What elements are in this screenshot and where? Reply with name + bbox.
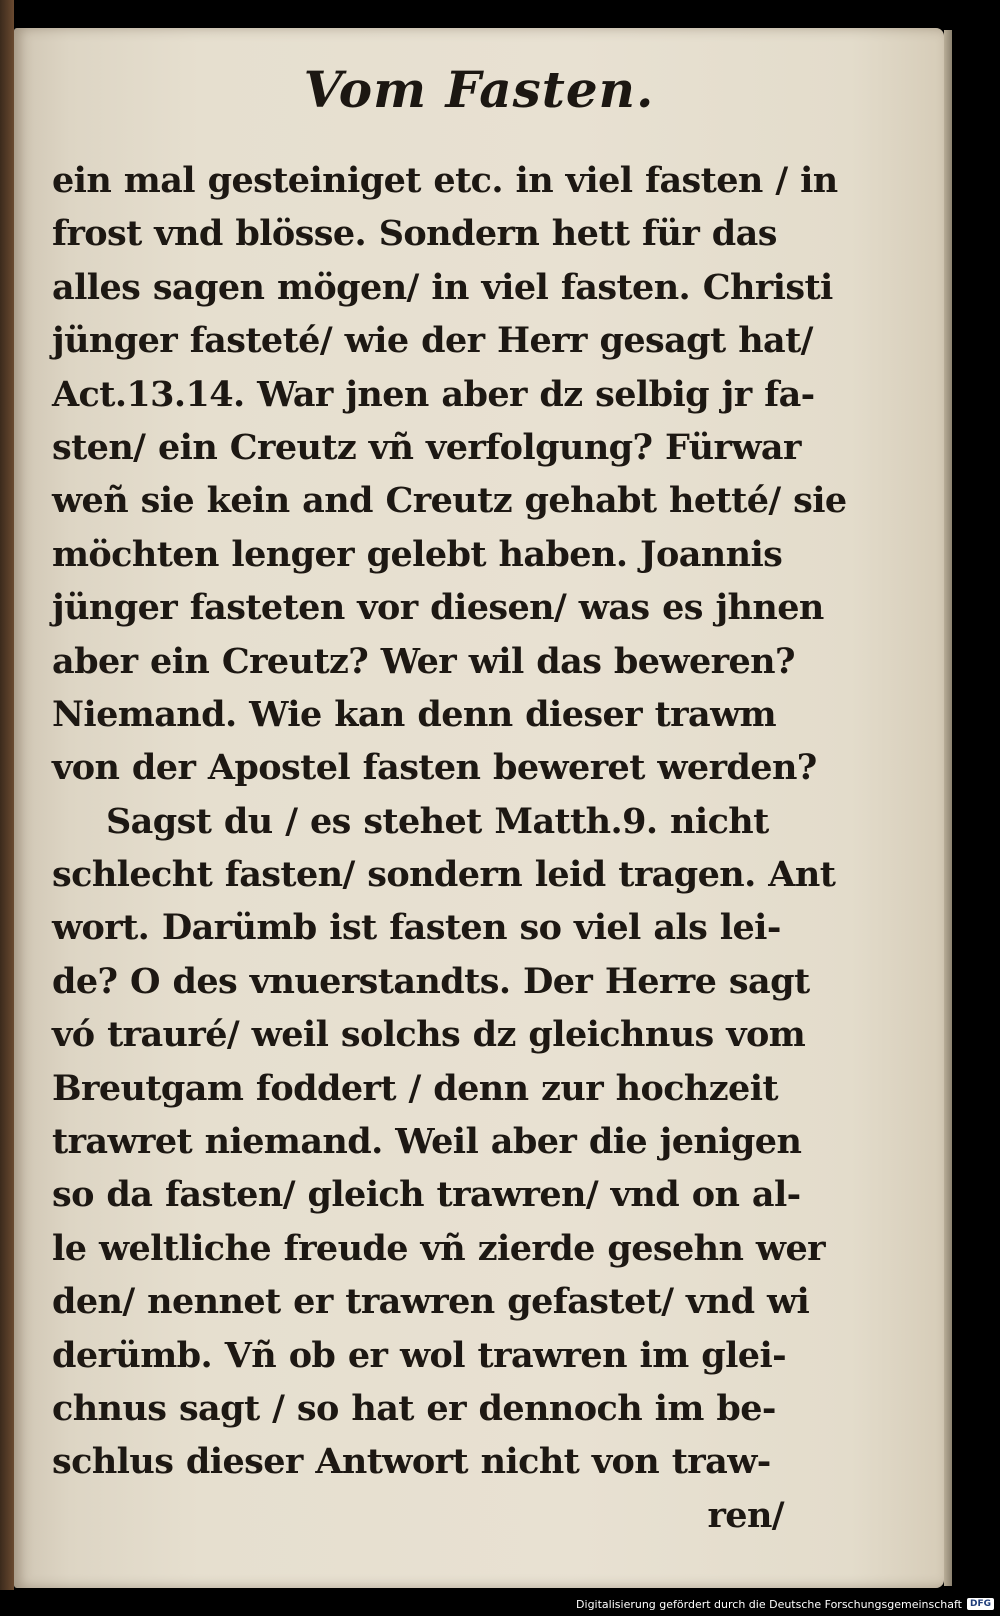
text-line: sten/ ein Creutz vñ verfolgung? Fürwar	[52, 426, 801, 468]
text-line: weñ sie kein and Creutz gehabt hetté/ sie	[52, 480, 847, 522]
text-line: derümb. Vñ ob er wol trawren im glei-	[52, 1334, 787, 1376]
text-line: Act.13.14. War jnen aber dz selbig jr fa-	[52, 373, 815, 415]
book-spine-edge	[0, 0, 14, 1590]
text-line: aber ein Creutz? Wer wil das beweren?	[52, 640, 795, 682]
text-line: ein mal gesteiniget etc. in viel fasten / in	[52, 160, 838, 201]
paragraph-start-line: Sagst du / es stehet Matth.9. nicht	[106, 800, 769, 842]
text-line: Breutgam foddert / denn zur hochzeit	[52, 1067, 778, 1109]
text-line: trawret niemand. Weil aber die jenigen	[52, 1121, 802, 1163]
text-line: jünger fasteté/ wie der Herr gesagt hat/	[52, 320, 813, 362]
text-line: Niemand. Wie kan denn dieser trawm	[52, 693, 777, 735]
running-head: Vom Fasten.	[303, 60, 655, 119]
text-line: wort. Darümb ist fasten so viel als lei-	[52, 907, 781, 949]
text-line: alles sagen mögen/ in viel fasten. Christi	[52, 266, 833, 308]
text-line: von der Apostel fasten beweret werden?	[52, 747, 817, 789]
text-line: de? O des vnuerstandts. Der Herre sagt	[52, 960, 810, 1002]
page-fore-edge	[944, 30, 952, 1586]
text-line: schlecht fasten/ sondern leid tragen. Ant	[52, 854, 836, 896]
text-line: le weltliche freude vñ zierde gesehn wer	[52, 1227, 825, 1269]
text-line: so da fasten/ gleich trawren/ vnd on al-	[52, 1174, 801, 1216]
text-line: schlus dieser Antwort nicht von traw-	[52, 1441, 771, 1483]
text-line: vó trauré/ weil solchs dz gleichnus vom	[52, 1014, 806, 1056]
footer-credit	[576, 1596, 994, 1612]
dfg-logo-icon: DFG	[967, 1598, 994, 1610]
text-line: jünger fasteten vor diesen/ was es jhnen	[52, 587, 824, 629]
footer-credit-text: Digitalisierung gefördert durch die Deutsche Forschungsgemeinschaft	[576, 1597, 962, 1611]
catchword: ren/	[707, 1494, 784, 1536]
text-line: frost vnd blösse. Sondern hett für das	[52, 213, 777, 255]
text-block	[52, 154, 847, 1542]
book-page	[14, 28, 944, 1588]
text-line: den/ nennet er trawren gefastet/ vnd wi	[52, 1281, 810, 1323]
text-line: chnus sagt / so hat er dennoch im be-	[52, 1387, 776, 1429]
text-line: möchten lenger gelebt haben. Joannis	[52, 533, 783, 575]
